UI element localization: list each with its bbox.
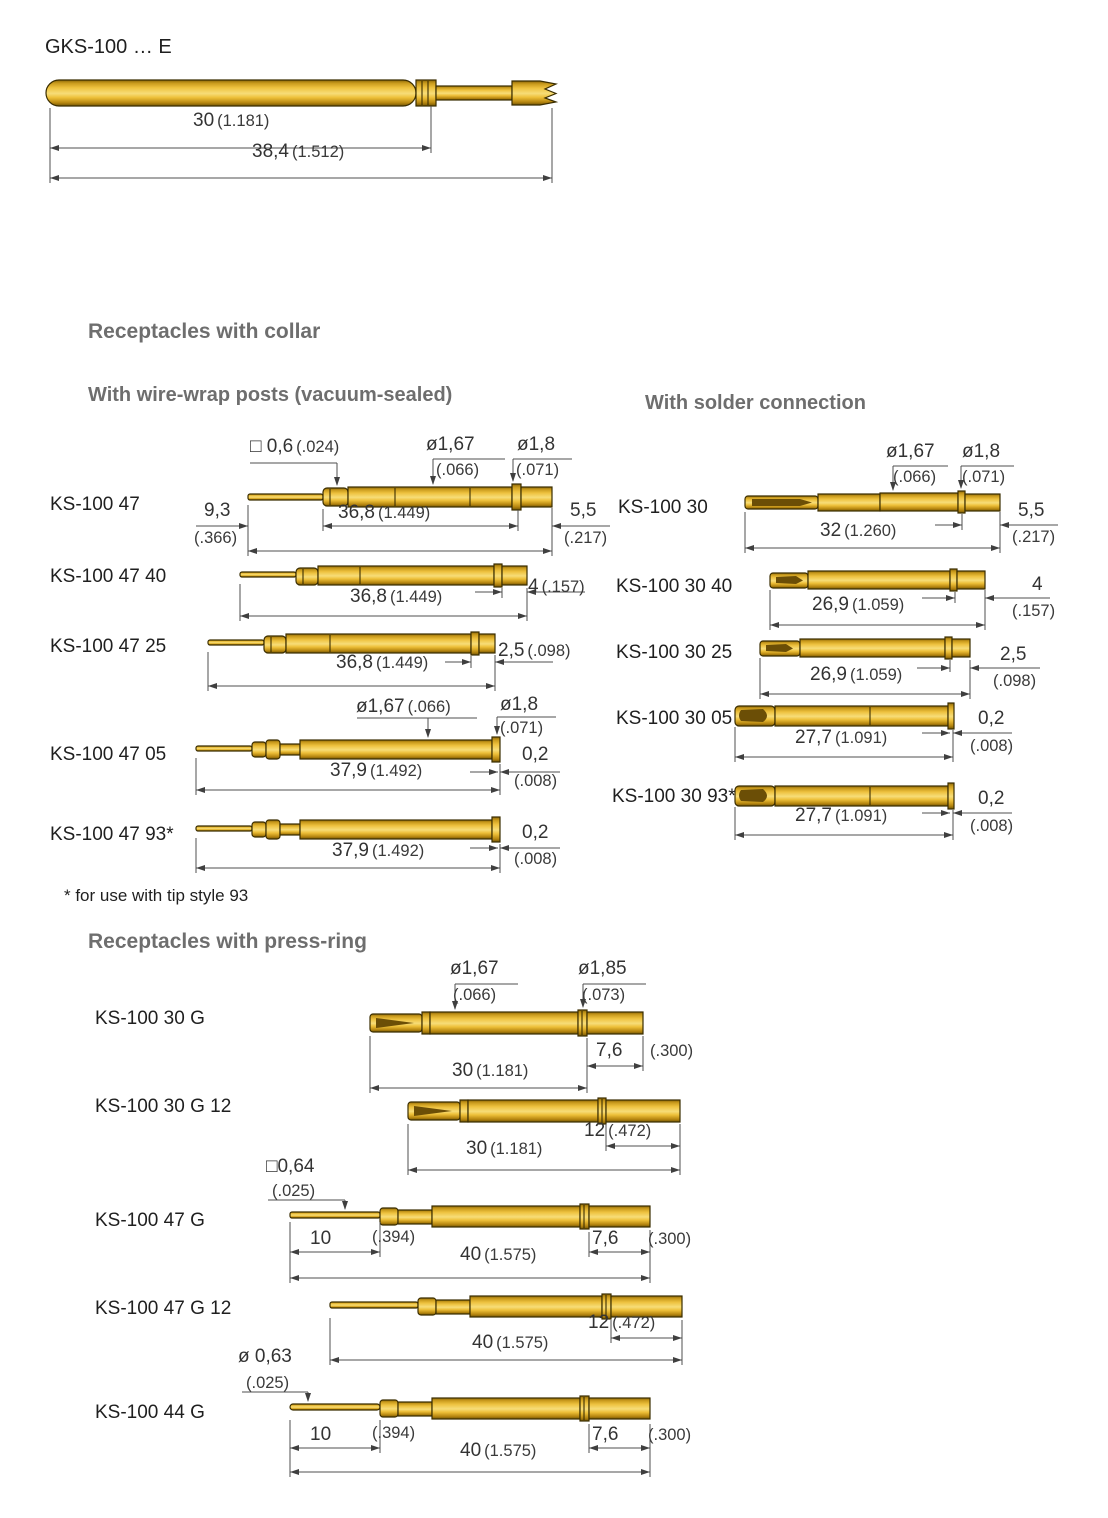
dim-ks10047g-sq: □0,64 xyxy=(266,1156,315,1177)
dim-ks1003005-body: 27,7 (1.091) xyxy=(795,727,888,748)
dim-ks10030g-body: 30 (1.181) xyxy=(452,1060,529,1081)
heading-pressring: Receptacles with press-ring xyxy=(88,930,367,953)
dim-ks10047g-tailin: (.300) xyxy=(648,1230,692,1248)
dim-ks10030-tail: 5,5 xyxy=(1018,500,1045,521)
dim-ks10044g-postin: (.394) xyxy=(372,1424,416,1442)
dim-ks10030g12-body: 30 (1.181) xyxy=(466,1138,543,1159)
dim-ks10044g-tail: 7,6 xyxy=(592,1424,619,1445)
dim-ks10030-body: 32 (1.260) xyxy=(820,520,897,541)
label-ks10047: KS-100 47 xyxy=(50,494,140,515)
dim-ks10030g-d167: ø1,67 xyxy=(450,958,499,979)
dim-ks10047g-postin: (.394) xyxy=(372,1228,416,1246)
dim-ks10047g-tail: 7,6 xyxy=(592,1228,619,1249)
label-ks10047g: KS-100 47 G xyxy=(95,1210,205,1231)
label-ks10047g12: KS-100 47 G 12 xyxy=(95,1298,232,1319)
heading-solder: With solder connection xyxy=(645,392,866,414)
dim-ks1004705-tail: 0,2 xyxy=(522,744,549,765)
dim-ks10047-postin: (.366) xyxy=(194,529,238,547)
dim-ks10047g12-body: 40 (1.575) xyxy=(472,1332,549,1353)
dim-ks10030g-d185in: (.073) xyxy=(582,986,626,1004)
dim-ks10044g-dia: ø 0,63 xyxy=(238,1346,292,1367)
dim-ks1003093-tailin: (.008) xyxy=(970,817,1014,835)
label-ks10030g: KS-100 30 G xyxy=(95,1008,205,1029)
dim-ks10030-d18in: (.071) xyxy=(962,468,1006,486)
label-ks10030: KS-100 30 xyxy=(618,497,708,518)
dim-ks10044g-post: 10 xyxy=(310,1424,332,1445)
dim-ks10044g-body: 40 (1.575) xyxy=(460,1440,537,1461)
dim-ks10047-d167: ø1,67 xyxy=(426,434,475,455)
dim-ks10047-d18in: (.071) xyxy=(516,461,560,479)
dim-ks10044g-diain: (.025) xyxy=(246,1374,290,1392)
dim-ks1004705-tailin: (.008) xyxy=(514,772,558,790)
label-ks1003005: KS-100 30 05 xyxy=(616,708,733,729)
dim-ks10047-d167in: (.066) xyxy=(436,461,480,479)
dim-ks10047g12-tail: 12 (.472) xyxy=(588,1312,656,1333)
dim-ks1004725-tail: 2,5 (.098) xyxy=(498,640,571,661)
page-title: GKS-100 … E xyxy=(45,36,172,58)
dim-ks1004725-body: 36,8 (1.449) xyxy=(336,652,429,673)
dim-ks10047-tailin: (.217) xyxy=(564,529,608,547)
dim-ks1004740-body: 36,8 (1.449) xyxy=(350,586,443,607)
dim-ks10030g-tail: 7,6 xyxy=(596,1040,623,1061)
label-ks1003040: KS-100 30 40 xyxy=(616,576,733,597)
dim-ks1004705-body: 37,9 (1.492) xyxy=(330,760,423,781)
dim-ks1004705-d167: ø1,67 (.066) xyxy=(356,696,451,717)
dim-ks1004793-body: 37,9 (1.492) xyxy=(332,840,425,861)
dim-ks10047-sq: □ 0,6 (.024) xyxy=(250,436,340,457)
heading-collar: Receptacles with collar xyxy=(88,320,321,343)
label-ks10030g12: KS-100 30 G 12 xyxy=(95,1096,232,1117)
label-ks1004725: KS-100 47 25 xyxy=(50,636,167,657)
dim-ks10047-d18: ø1,8 xyxy=(517,434,556,455)
dim-ks10030g-tailin: (.300) xyxy=(650,1042,694,1060)
dim-ks1003025-body: 26,9 (1.059) xyxy=(810,664,903,685)
label-ks1004793: KS-100 47 93* xyxy=(50,824,174,845)
dim-ks1004705-d18: ø1,8 xyxy=(500,694,539,715)
dim-ks10047-post: 9,3 xyxy=(204,500,231,521)
dim-ks1003025-tailin: (.098) xyxy=(993,672,1037,690)
footnote: * for use with tip style 93 xyxy=(64,886,249,905)
dim-ks10030g-d167in: (.066) xyxy=(453,986,497,1004)
dim-ks1004740-tail: 4 (.157) xyxy=(528,576,585,597)
dim-ks10047g-post: 10 xyxy=(310,1228,332,1249)
dim-gks-30: 30 (1.181) xyxy=(193,110,270,131)
dim-ks10044g-tailin: (.300) xyxy=(648,1426,692,1444)
label-ks1004740: KS-100 47 40 xyxy=(50,566,167,587)
dim-ks1003005-tail: 0,2 xyxy=(978,708,1005,729)
dim-ks10030g-d185: ø1,85 xyxy=(578,958,627,979)
dim-ks1003093-tail: 0,2 xyxy=(978,788,1005,809)
dim-ks10030-d18: ø1,8 xyxy=(962,441,1001,462)
heading-wirewrap: With wire-wrap posts (vacuum-sealed) xyxy=(88,384,453,406)
dim-ks1003040-tail: 4 xyxy=(1032,574,1043,595)
dim-ks10047g-sqin: (.025) xyxy=(272,1182,316,1200)
dim-ks1003040-body: 26,9 (1.059) xyxy=(812,594,905,615)
dim-ks1004705-d18in: (.071) xyxy=(500,719,544,737)
label-ks1003093: KS-100 30 93* xyxy=(612,786,736,807)
dim-gks-384: 38,4 (1.512) xyxy=(252,141,345,162)
dim-ks10047g-body: 40 (1.575) xyxy=(460,1244,537,1265)
dim-ks10030-d167in: (.066) xyxy=(893,468,937,486)
dim-ks10030g12-tail: 12 (.472) xyxy=(584,1120,652,1141)
dim-ks10047-body: 36,8 (1.449) xyxy=(338,502,431,523)
dim-ks1004793-tailin: (.008) xyxy=(514,850,558,868)
label-ks10044g: KS-100 44 G xyxy=(95,1402,205,1423)
dim-ks10047-tail: 5,5 xyxy=(570,500,597,521)
dim-ks10030-d167: ø1,67 xyxy=(886,441,935,462)
dim-ks1003040-tailin: (.157) xyxy=(1012,602,1056,620)
label-ks1004705: KS-100 47 05 xyxy=(50,744,167,765)
dim-ks1004793-tail: 0,2 xyxy=(522,822,549,843)
dim-ks1003025-tail: 2,5 xyxy=(1000,644,1027,665)
dim-ks1003005-tailin: (.008) xyxy=(970,737,1014,755)
dim-ks1003093-body: 27,7 (1.091) xyxy=(795,805,888,826)
label-ks1003025: KS-100 30 25 xyxy=(616,642,733,663)
dim-ks10030-tailin: (.217) xyxy=(1012,528,1056,546)
